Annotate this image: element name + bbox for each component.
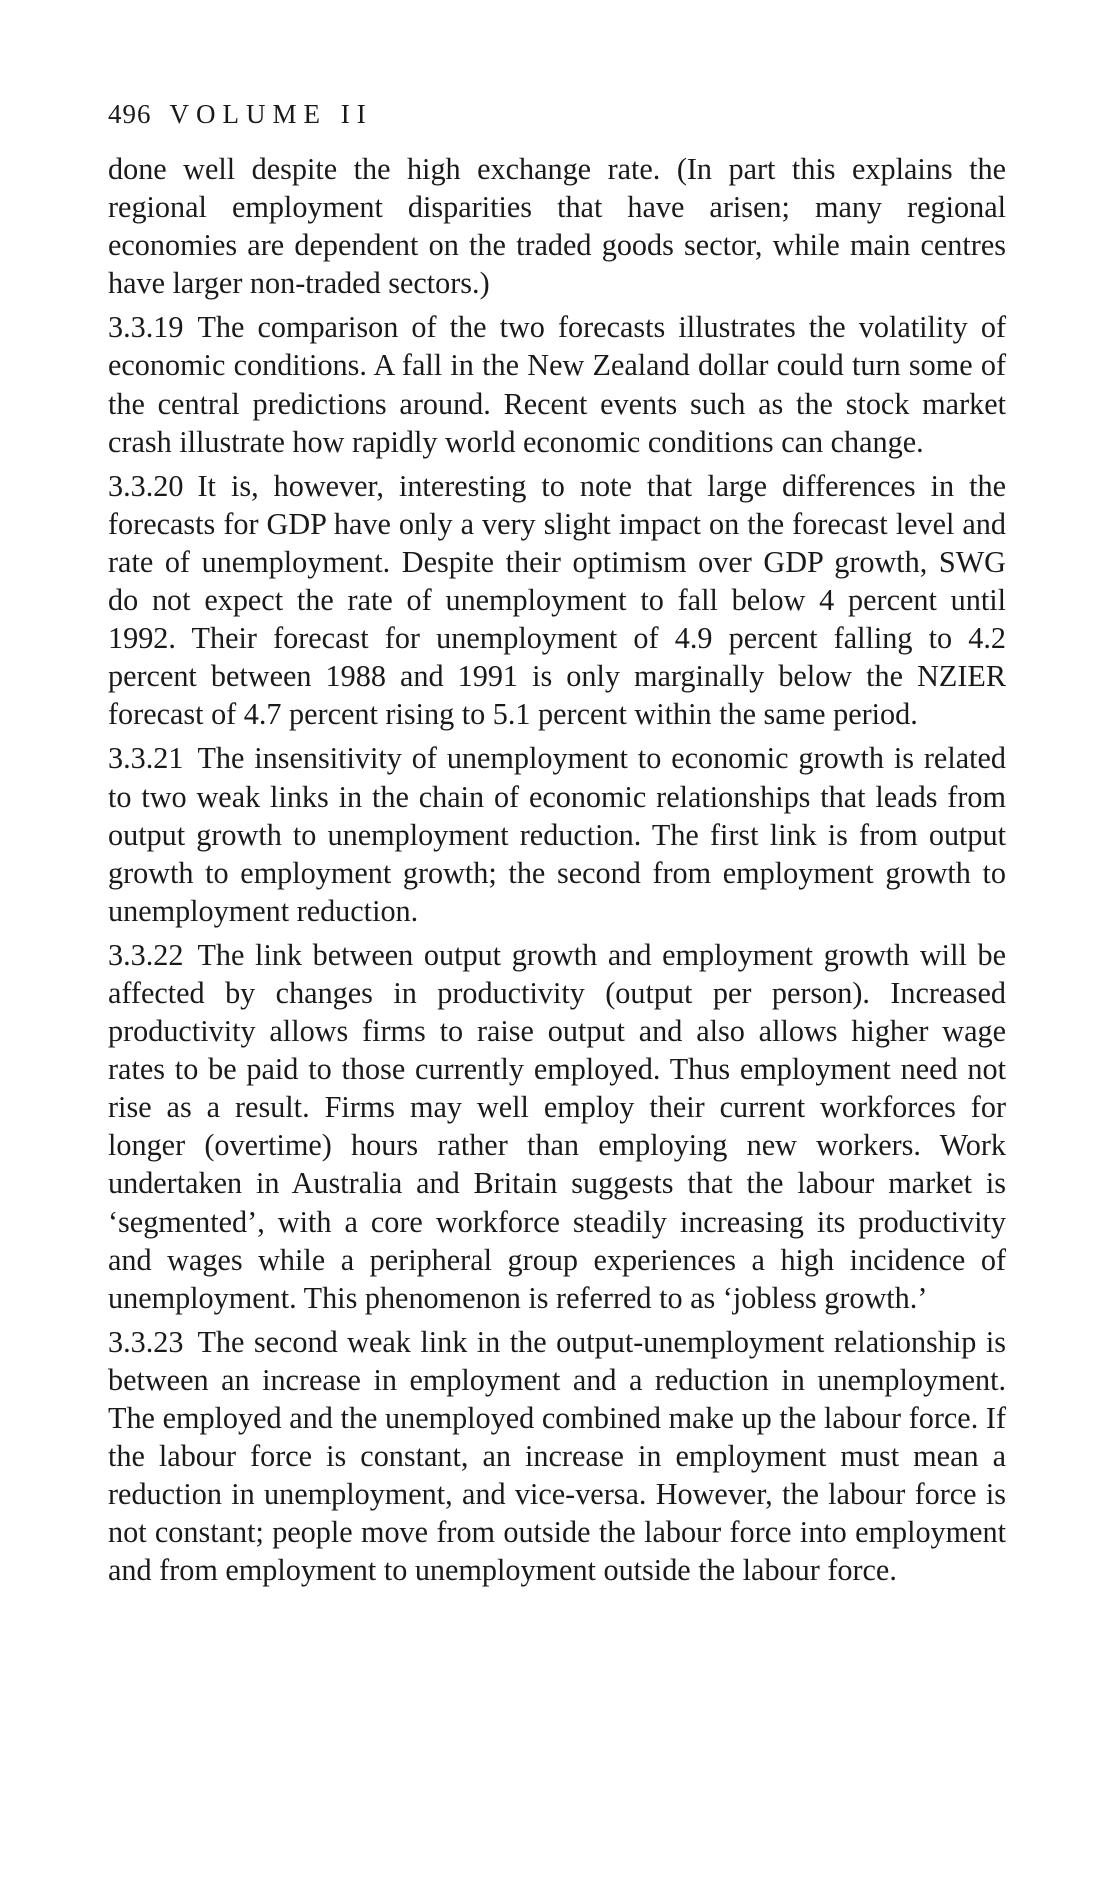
paragraph-text: The insensitivity of unemployment to economic growth is related to two weak links in the chain of economic relationships that leads from output growth to unemployment reduction. The first link is from output growth to employment growth; the second from employment growth to unemployment reduction. <box>108 741 1006 928</box>
paragraph-number: 3.3.19 <box>108 310 184 345</box>
document-page <box>108 98 1006 1595</box>
paragraph-3-3-19 <box>108 308 1006 460</box>
paragraph-3-3-20 <box>108 467 1006 734</box>
paragraph-text: The link between output growth and employment growth will be affected by changes in productivity (output per person). Increased productivity allows firms to raise output and also allows higher wage rates to be paid to those currently employed. Thus employment need not rise as a result. Firms may well employ their current workforces for longer (overtime) hours rather than employing new workers. Work undertaken in Australia and Britain suggests that the labour market is ‘segmented’, with a core workforce steadily increasing its productivity and wages while a peripheral group experiences a high incidence of unemployment. This phenomenon is referred to as ‘jobless growth.’ <box>108 937 1006 1315</box>
paragraph-continued <box>108 150 1006 302</box>
paragraph-text: The comparison of the two forecasts illustrates the volatility of economic conditions. A fall in the New Zealand dollar could turn some of the central predictions around. Recent events such as the stock market crash illustrate how rapidly world economic conditions can change. <box>108 310 1006 459</box>
paragraph-text: It is, however, interesting to note that large differences in the forecasts for GDP have only a very slight impact on the forecast level and rate of unemployment. Despite their optimism over GDP growth, SWG do not expect the rate of unemployment to fall below 4 percent until 1992. Their forecast for unemployment of 4.9 percent falling to 4.2 percent between 1988 and 1991 is only marginally below the NZIER forecast of 4.7 percent rising to 5.1 percent within the same period. <box>108 468 1006 732</box>
paragraph-3-3-23 <box>108 1323 1006 1590</box>
paragraph-number: 3.3.20 <box>108 468 184 503</box>
page-number: 496 <box>108 99 152 129</box>
paragraph-text: The second weak link in the output-unemployment relationship is between an increase in employment and a reduction in unemployment. The employed and the unemployed combined make up the labour force. If the labour force is constant, an increase in employment must mean a reduction in unemployment, and vice-versa. However, the labour force is not constant; people move from outside the labour force into employment and from employment to unemployment outside the labour force. <box>108 1324 1006 1588</box>
paragraph-text: done well despite the high exchange rate. (In part this explains the regional employment disparities that have arisen; many regional economies are dependent on the traded goods sector, while main centres have larger non-traded sectors.) <box>108 152 1006 301</box>
paragraph-3-3-22 <box>108 936 1006 1317</box>
running-head <box>108 98 1006 130</box>
volume-label: VOLUME II <box>169 99 373 129</box>
paragraph-number: 3.3.23 <box>108 1324 184 1359</box>
paragraph-3-3-21 <box>108 739 1006 929</box>
paragraph-number: 3.3.21 <box>108 741 184 776</box>
paragraph-number: 3.3.22 <box>108 937 184 972</box>
